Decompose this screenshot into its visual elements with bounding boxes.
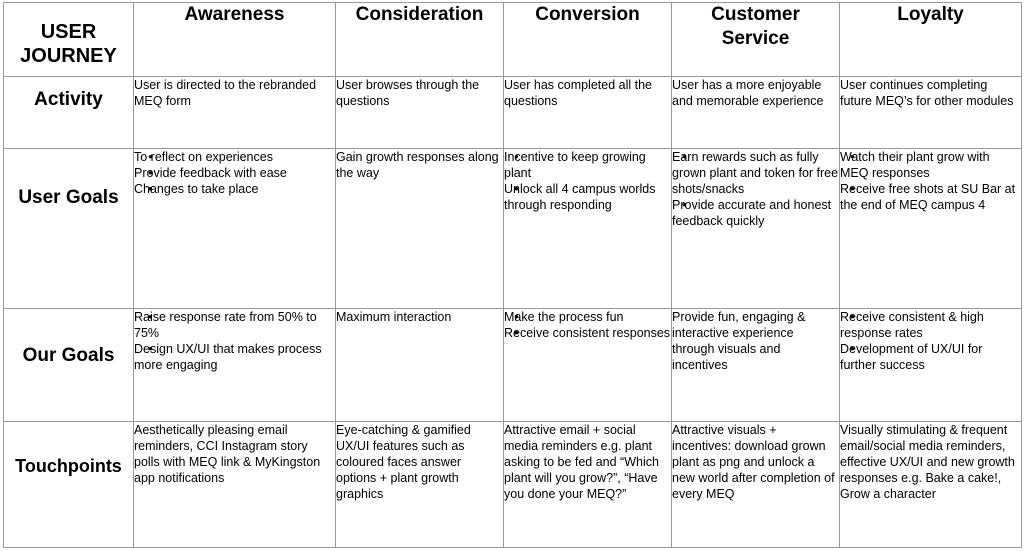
- row-header-activity: Activity: [4, 77, 134, 149]
- cell-our-goals-awareness: [134, 309, 336, 422]
- cell-touchpoints-loyalty: Visually stimulating & frequent email/social media reminders, effective UX/UI and new growth responses e.g. Bake a cake!, Grow a character: [840, 422, 1022, 548]
- cell-touchpoints-awareness: Aesthetically pleasing email reminders, CCI Instagram story polls with MEQ link & MyKingston app notifications: [134, 422, 336, 548]
- table-row: [4, 309, 1022, 422]
- cell-activity-customer-service: User has a more enjoyable and memorable experience: [672, 77, 840, 149]
- list-item: ● Raise response rate from 50% to 75%: [134, 309, 335, 341]
- col-header-awareness: Awareness: [134, 3, 336, 77]
- col-header-customer-service-line-2: Service: [721, 28, 790, 49]
- table-row: [4, 149, 1022, 309]
- cell-our-goals-loyalty: [840, 309, 1022, 422]
- row-header-our-goals: Our Goals: [4, 309, 134, 422]
- list-item: ● Receive consistent & high response rates: [840, 309, 1021, 341]
- col-header-consideration: Consideration: [336, 3, 504, 77]
- list-item: ● Changes to take place: [134, 181, 335, 197]
- list-item: ● Watch their plant grow with MEQ responses: [840, 149, 1021, 181]
- cell-user-goals-loyalty: [840, 149, 1022, 309]
- cell-user-goals-conversion: [504, 149, 672, 309]
- list-item: ● To reflect on experiences: [134, 149, 335, 165]
- cell-activity-awareness: User is directed to the rebranded MEQ form: [134, 77, 336, 149]
- cell-user-goals-awareness: [134, 149, 336, 309]
- list-item: ● Design UX/UI that makes process more engaging: [134, 341, 335, 373]
- cell-our-goals-customer-service: Provide fun, engaging & interactive experience through visuals and incentives: [672, 309, 840, 422]
- col-header-conversion: Conversion: [504, 3, 672, 77]
- corner-header-line-1: USER: [40, 21, 97, 43]
- col-header-customer-service-line-1: Customer: [711, 4, 800, 25]
- user-journey-table: [3, 2, 1022, 548]
- list-item: ● Earn rewards such as fully grown plant and token for free shots/snacks: [672, 149, 839, 197]
- cell-activity-loyalty: User continues completing future MEQ’s for other modules: [840, 77, 1022, 149]
- table-row: [4, 422, 1022, 548]
- cell-touchpoints-customer-service: Attractive visuals + incentives: download grown plant as png and unlock a new world after completion of every MEQ: [672, 422, 840, 548]
- list-item: ● Receive free shots at SU Bar at the end of MEQ campus 4: [840, 181, 1021, 213]
- row-header-user-goals: User Goals: [4, 149, 134, 309]
- list-item: ● Development of UX/UI for further success: [840, 341, 1021, 373]
- cell-our-goals-conversion: [504, 309, 672, 422]
- cell-activity-consideration: User browses through the questions: [336, 77, 504, 149]
- table-row: [4, 77, 1022, 149]
- corner-header: [4, 3, 134, 77]
- cell-touchpoints-conversion: Attractive email + social media reminders e.g. plant asking to be fed and “Which plant will you grow?”, “Have you done your MEQ?”: [504, 422, 672, 548]
- corner-header-line-2: JOURNEY: [20, 45, 117, 67]
- col-header-customer-service: [672, 3, 840, 77]
- list-item: ● Provide feedback with ease: [134, 165, 335, 181]
- list-item: ● Make the process fun: [504, 309, 671, 325]
- cell-user-goals-consideration: Gain growth responses along the way: [336, 149, 504, 309]
- row-header-touchpoints: Touchpoints: [4, 422, 134, 548]
- list-item: ● Incentive to keep growing plant: [504, 149, 671, 181]
- cell-activity-conversion: User has completed all the questions: [504, 77, 672, 149]
- col-header-loyalty: Loyalty: [840, 3, 1022, 77]
- list-item: ● Unlock all 4 campus worlds through responding: [504, 181, 671, 213]
- list-item: ● Receive consistent responses: [504, 325, 671, 341]
- cell-touchpoints-consideration: Eye-catching & gamified UX/UI features such as coloured faces answer options + plant growth graphics: [336, 422, 504, 548]
- cell-user-goals-customer-service: [672, 149, 840, 309]
- list-item: ● Provide accurate and honest feedback quickly: [672, 197, 839, 229]
- cell-our-goals-consideration: Maximum interaction: [336, 309, 504, 422]
